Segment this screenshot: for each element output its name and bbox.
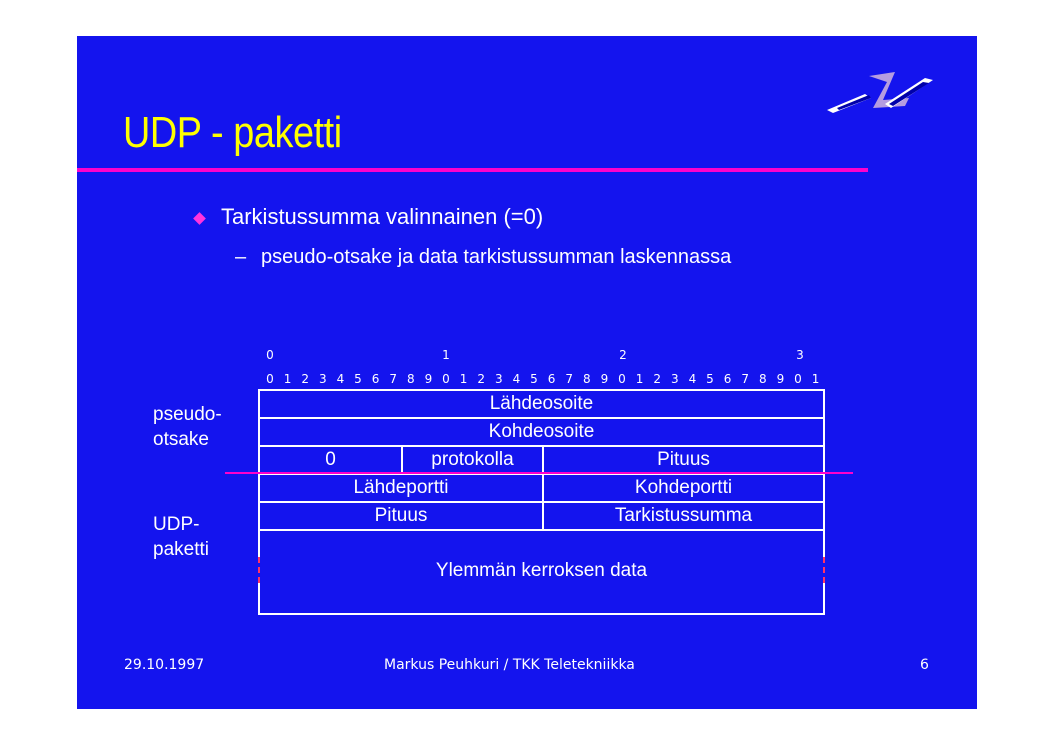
checksum-field: Tarkistussumma (614, 505, 753, 526)
bit-unit-label: 9 (424, 372, 433, 386)
length-field: Pituus (374, 505, 428, 526)
bit-unit-label: 1 (811, 372, 820, 386)
bit-unit-label: 4 (512, 372, 521, 386)
pseudo-length-field: Pituus (657, 449, 710, 470)
bit-unit-label: 2 (477, 372, 486, 386)
bit-unit-label: 0 (618, 372, 626, 386)
data-field: Ylemmän kerroksen data (435, 560, 648, 581)
bit-unit-label: 7 (741, 372, 750, 386)
bit-unit-label: 8 (406, 372, 415, 386)
continuation-mark (258, 557, 260, 583)
header-separator-line (225, 472, 853, 474)
bit-tens-label: 2 (619, 348, 627, 362)
pseudo-header-label (153, 402, 222, 452)
dst-address-row (258, 417, 825, 447)
bit-unit-label: 0 (442, 372, 450, 386)
src-address-field: Lähdeosoite (489, 393, 594, 414)
bit-unit-label: 5 (354, 372, 362, 386)
udp-label-line2: paketti (153, 539, 209, 560)
src-address-row (258, 389, 825, 419)
bit-tens-label: 0 (266, 348, 274, 362)
bit-unit-label: 3 (670, 372, 679, 386)
bit-unit-label: 3 (494, 372, 503, 386)
bit-unit-label: 6 (723, 372, 732, 386)
bit-unit-label: 1 (459, 372, 468, 386)
bit-unit-label: 9 (600, 372, 609, 386)
bit-unit-label: 4 (336, 372, 345, 386)
length-checksum-row (258, 501, 825, 531)
footer-page-number: 6 (920, 657, 929, 673)
bit-unit-label: 2 (653, 372, 662, 386)
bit-unit-label: 7 (389, 372, 398, 386)
data-field-box (258, 529, 825, 615)
pseudo-label-line1: pseudo- (153, 404, 222, 425)
bit-unit-label: 1 (635, 372, 644, 386)
bit-unit-label: 7 (565, 372, 574, 386)
bit-tens-label: 3 (796, 348, 804, 362)
bit-tens-label: 1 (442, 348, 450, 362)
bit-unit-label: 9 (776, 372, 785, 386)
bit-unit-label: 4 (688, 372, 697, 386)
bit-unit-label: 6 (371, 372, 380, 386)
continuation-mark (823, 557, 825, 583)
bit-unit-label: 5 (706, 372, 714, 386)
bit-unit-label: 3 (318, 372, 327, 386)
sub-bullet-text: pseudo-otsake ja data tarkistussumman laskennassa (261, 246, 732, 268)
udp-packet-label (153, 512, 209, 562)
bit-tens-row (0, 348, 1053, 364)
footer-date: 29.10.1997 (124, 657, 205, 673)
src-port-field: Lähdeportti (353, 477, 449, 498)
bit-unit-label: 5 (530, 372, 538, 386)
dst-address-field: Kohdeosoite (488, 421, 595, 442)
udp-label-line1: UDP- (153, 514, 200, 535)
slide-title: UDP - paketti (123, 108, 342, 157)
bit-unit-label: 1 (283, 372, 292, 386)
pseudo-protocol-row (258, 445, 825, 475)
zero-field: 0 (325, 449, 336, 470)
title-underline (77, 168, 868, 172)
bit-unit-label: 0 (794, 372, 802, 386)
ports-row (258, 473, 825, 503)
bit-unit-label: 0 (266, 372, 274, 386)
bit-unit-label: 6 (547, 372, 556, 386)
bit-units-row (0, 372, 1053, 388)
dst-port-field: Kohdeportti (634, 477, 733, 498)
sub-bullet-dash: – (235, 246, 247, 268)
footer-author: Markus Peuhkuri / TKK Teletekniikka (384, 657, 635, 673)
bit-unit-label: 8 (758, 372, 767, 386)
tkk-logo-icon (825, 64, 937, 114)
bullet-text: Tarkistussumma valinnainen (=0) (221, 204, 544, 229)
bit-unit-label: 2 (301, 372, 310, 386)
protocol-field: protokolla (431, 449, 514, 470)
pseudo-label-line2: otsake (153, 429, 209, 450)
bit-unit-label: 8 (582, 372, 591, 386)
